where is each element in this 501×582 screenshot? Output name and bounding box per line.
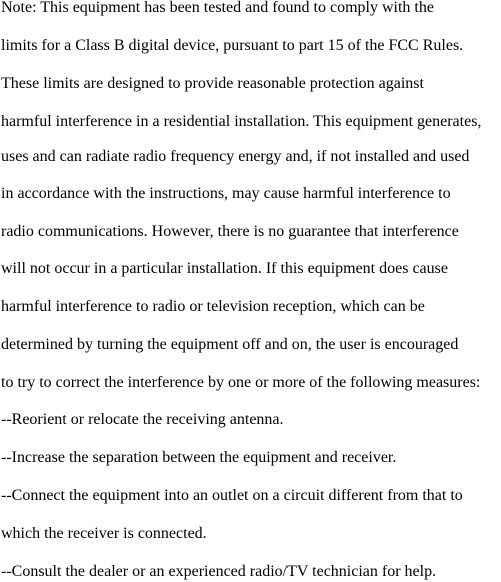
measure-different-circuit: --Connect the equipment into an outlet on a circuit different from that to [1, 487, 463, 504]
notice-line-4: harmful interference in a residential installation. This equipment generates, [1, 113, 482, 130]
measure-reorient-antenna: --Reorient or relocate the receiving antenna. [1, 411, 284, 428]
notice-line-1: Note: This equipment has been tested and found to comply with the [1, 0, 434, 16]
notice-line-2: limits for a Class B digital device, pursuant to part 15 of the FCC Rules. [1, 37, 464, 54]
notice-line-8: will not occur in a particular installation. If this equipment does cause [1, 260, 448, 277]
measure-consult-dealer: --Consult the dealer or an experienced radio/TV technician for help. [1, 563, 437, 580]
notice-line-10: determined by turning the equipment off and on, the user is encouraged [1, 336, 459, 353]
measure-different-circuit-cont: which the receiver is connected. [1, 525, 207, 542]
notice-line-6: in accordance with the instructions, may cause harmful interference to [1, 185, 451, 202]
measure-increase-separation: --Increase the separation between the equipment and receiver. [1, 449, 397, 466]
notice-line-3: These limits are designed to provide reasonable protection against [1, 75, 424, 92]
notice-line-7: radio communications. However, there is no guarantee that interference [1, 223, 459, 240]
notice-line-9: harmful interference to radio or television reception, which can be [1, 298, 425, 315]
notice-line-11: to try to correct the interference by one or more of the following measures: [1, 374, 481, 391]
notice-line-5: uses and can radiate radio frequency energy and, if not installed and used [1, 148, 470, 165]
